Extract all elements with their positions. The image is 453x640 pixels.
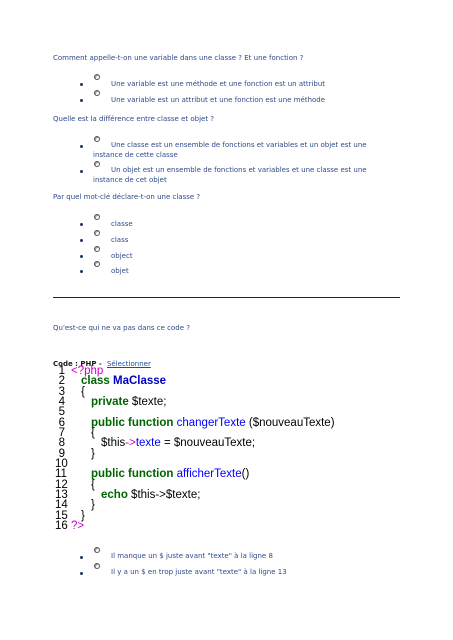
this-keyword: $this	[101, 437, 126, 450]
q1-option-1-label: Une variable est une méthode et une fonction est un attribut	[111, 80, 326, 88]
code-line-16: ?>	[71, 520, 85, 533]
bullet-icon	[80, 83, 83, 86]
keyword: public function	[91, 468, 174, 481]
radio-q3-option-3[interactable]	[94, 246, 100, 252]
line-number: 8	[58, 437, 65, 450]
line-number: 13	[55, 489, 68, 502]
property-name: texte	[135, 437, 161, 450]
q3-option-2-label: class	[111, 236, 129, 244]
bullet-icon	[80, 255, 83, 258]
code-line-2	[81, 376, 166, 386]
code-line-15: }	[81, 509, 85, 522]
class-name: MaClasse	[112, 375, 167, 388]
line-number: 12	[55, 478, 68, 491]
keyword: echo	[101, 489, 128, 502]
keyword: public function	[91, 416, 174, 429]
radio-q1-option-2[interactable]	[94, 90, 100, 96]
radio-q3-option-1[interactable]	[94, 214, 100, 220]
q2-option-1-label: Une classe est un ensemble de fonctions et variables et un objet est une instance de cette classe	[93, 141, 367, 159]
code-line-9: }	[91, 447, 95, 460]
radio-q4-option-1[interactable]	[94, 547, 100, 553]
code-language-label: Code : PHP -	[53, 360, 102, 368]
radio-q3-option-2[interactable]	[94, 230, 100, 236]
keyword: private	[91, 396, 129, 409]
line-number: 15	[55, 509, 68, 522]
radio-q1-option-1[interactable]	[94, 74, 100, 80]
code-line-13	[101, 490, 200, 500]
bullet-icon	[80, 270, 83, 273]
code-line-7: {	[91, 427, 95, 440]
bullet-icon	[80, 572, 83, 575]
arrow-operator: ->	[125, 437, 136, 450]
horizontal-divider	[53, 297, 400, 298]
code-line-8	[101, 438, 255, 448]
line-number: 3	[58, 385, 65, 398]
line-number: 16	[55, 520, 68, 533]
question-4-text: Qu'est-ce qui ne va pas dans ce code ?	[53, 324, 190, 332]
code-line-12: {	[91, 478, 95, 491]
select-code-link[interactable]: Sélectionner	[106, 360, 151, 368]
question-3-text: Par quel mot-clé déclare-t-on une classe ?	[53, 193, 201, 201]
line-number: 6	[58, 416, 65, 429]
line-number: 9	[58, 447, 65, 460]
q4-option-2-label: Il y a un $ en trop juste avant "texte" à la ligne 13	[111, 568, 287, 576]
q1-option-2-label: Une variable est un attribut et une fonction est une méthode	[111, 96, 326, 104]
question-1-text: Comment appelle-t-on une variable dans une classe ? Et une fonction ?	[53, 54, 304, 62]
code-line-1: <?php	[71, 365, 104, 377]
function-args: ()	[241, 468, 250, 481]
question-2-text: Quelle est la différence entre classe et objet ?	[53, 115, 215, 123]
bullet-icon	[80, 556, 83, 559]
line-number: 5	[58, 406, 65, 419]
code-line-3: {	[81, 385, 85, 398]
line-number: 1	[58, 365, 65, 377]
q3-option-4-label: objet	[111, 267, 129, 275]
bullet-icon	[80, 145, 83, 148]
function-name: changerTexte	[176, 416, 246, 429]
bullet-icon	[80, 223, 83, 226]
q3-option-3-label: object	[111, 252, 133, 260]
line-number: 4	[58, 396, 65, 409]
keyword: class	[81, 375, 110, 388]
line-number: 7	[58, 427, 65, 440]
echo-expression: $this->$texte;	[131, 489, 201, 502]
line-number: 10	[55, 458, 68, 471]
line-number: 2	[58, 375, 65, 388]
q4-option-1-label: Il manque un $ juste avant "texte" à la ligne 8	[111, 552, 273, 560]
function-args: ($nouveauTexte)	[248, 416, 335, 429]
code-line-11	[91, 469, 249, 479]
code-line-14: }	[91, 499, 95, 512]
bullet-icon	[80, 99, 83, 102]
function-name: afficherTexte	[176, 468, 242, 481]
q2-option-2-label: Un objet est un ensemble de fonctions et variables et une classe est une instance de cet objet	[93, 166, 367, 184]
bullet-icon	[80, 170, 83, 173]
radio-q4-option-2[interactable]	[94, 563, 100, 569]
variable: $texte;	[131, 396, 167, 409]
code-line-4	[91, 397, 166, 407]
line-number: 14	[55, 499, 68, 512]
bullet-icon	[80, 239, 83, 242]
code-line-6	[91, 418, 335, 428]
radio-q3-option-4[interactable]	[94, 261, 100, 267]
q3-option-1-label: classe	[111, 220, 133, 228]
line-number: 11	[55, 468, 67, 481]
assignment: = $nouveauTexte;	[160, 437, 256, 450]
